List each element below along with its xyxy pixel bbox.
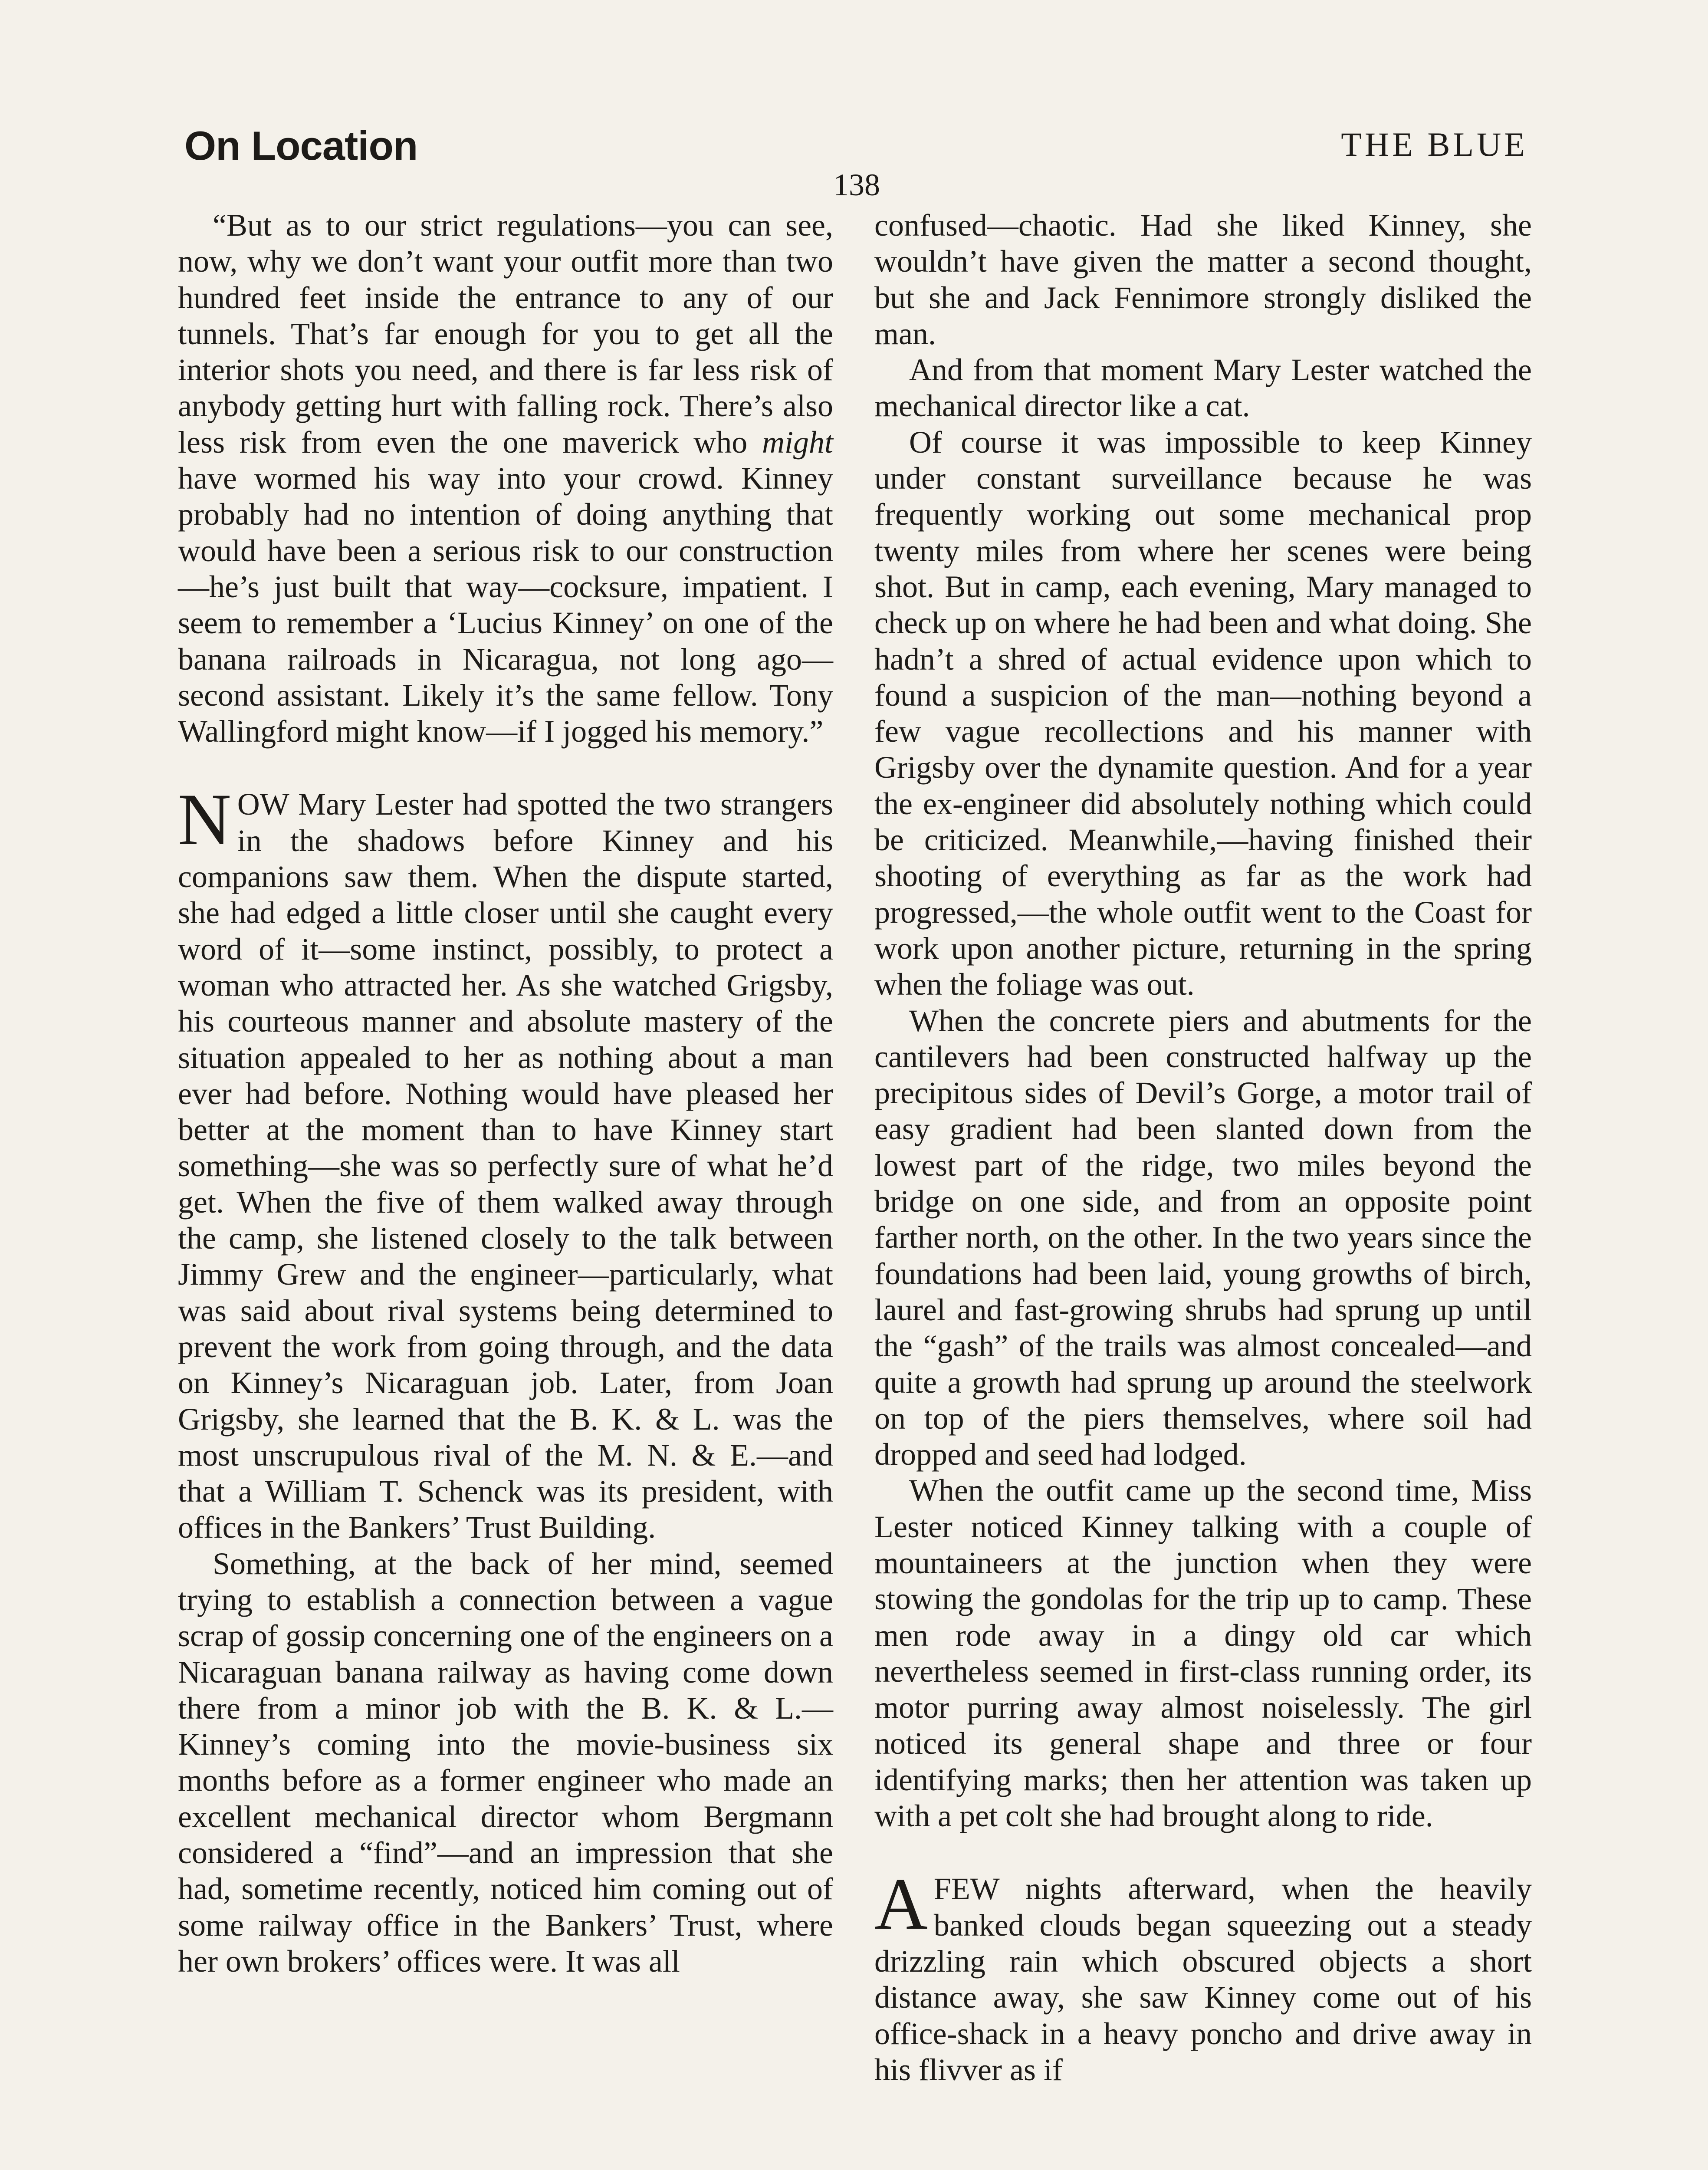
text-run: have wormed his way into your crowd. Kinney probably had no intention of doing anything that would have been a serious risk to our construction—he’s just built that way—cocksure, impatient. I seem to remember a ‘Lucius Kinney’ on one of the banana railroads in Nicaragua, not long ago—second assistant. Likely it’s the same fellow. Tony Wallingford might know—if I jogged his memory.” — [178, 461, 833, 749]
text-run: Mary Lester had spotted the two strangers in the shadows before Kinney and his companions saw them. When the dispute started, she had edged a little closer until she caught every word of it—some instinct, possibly, to protect a woman who attracted her. As she watched Grigsby, his courteous manner and absolute mastery of the situation appealed to her as nothing about a man ever had before. Nothing would have pleased her better at the moment than to have Kinney start something—she was so perfectly sure of what he’d get. When the five of them walked away through the camp, she listened closely to the talk between Jimmy Grew and the engineer—particularly, what was said about rival systems being determined to prevent the work from going through, and the data on Kinney’s Nicaraguan job. Later, from Joan Grigsby, she learned that the B. K. & L. was the most unscrupulous rival of the M. N. & E.—and that a William T. Schenck was its president, with offices in the Bankers’ Trust Building. — [178, 787, 833, 1545]
text-run: “But as to our strict regulations—you can see, now, why we don’t want your outfit more than two hundred feet inside the entrance to any of our tunnels. That’s far enough for you to get all the interior shots you need, and there is far less risk of anybody getting hurt with falling rock. There’s also less risk from even the one maverick who — [178, 208, 833, 460]
drop-cap: A — [874, 1863, 928, 1945]
paragraph — [874, 1863, 1532, 2088]
section-title: On Location — [184, 123, 418, 168]
small-caps-text: OW — [237, 787, 289, 822]
paragraph: confused—chaotic. Had she liked Kinney, she wouldn’t have given the matter a second thought, but she and Jack Fennimore strongly disliked the man. — [874, 208, 1532, 351]
left-column — [178, 207, 833, 1979]
paragraph: Of course it was impossible to keep Kinney under constant surveillance because he was frequently working out some mechanical prop twenty miles from where her scenes were being shot. But in camp, each evening, Mary managed to check up on where he had been and what doing. She hadn’t a shred of actual evidence upon which to found a suspicion of the man—nothing beyond a few vague recollections and his manner with Grigsby over the dynamite question. And for a year the ex-engineer did absolutely nothing which could be criticized. Meanwhile,—having finished their shooting of everything as far as the work had progressed,—the whole outfit went to the Coast for work upon another picture, returning in the spring when the foliage was out. — [874, 424, 1532, 1002]
paragraph: And from that moment Mary Lester watched the mechanical director like a cat. — [874, 352, 1532, 424]
paragraph: When the concrete piers and abutments for the cantilevers had been constructed halfway up the precipitous sides of Devil’s Gorge, a motor trail of easy gradient had been slanted down from the lowest part of the ridge, two miles beyond the bridge on one side, and from an opposite point farther north, on the other. In the two years since the foundations had been laid, young growths of birch, laurel and fast-growing shrubs had sprung up until the “gash” of the trails was almost concealed—and quite a growth had sprung up around the steelwork on top of the piers themselves, where soil had dropped and seed had lodged. — [874, 1003, 1532, 1472]
text-run: nights afterward, when the heavily banked clouds began squeezing out a steady drizzling rain which obscured objects a short distance away, she saw Kinney come out of his office-shack in a heavy poncho and drive away in his flivver as if — [874, 1871, 1532, 2087]
italic-text: might — [762, 424, 833, 460]
paragraph: Something, at the back of her mind, seemed trying to establish a connection between a vague scrap of gossip concerning one of the engineers on a Nicaraguan banana railway as having come down there from a minor job with the B. K. & L.—Kinney’s coming into the movie-business six months before as a former engineer who made an excellent mechanical director whom Bergmann considered a “find”—and an impression that she had, sometime recently, noticed him coming out of some railway office in the Bankers’ Trust, where her own brokers’ offices were. It was all — [178, 1546, 833, 1979]
magazine-title: THE BLUE — [1341, 125, 1528, 163]
drop-cap: N — [178, 779, 231, 861]
paragraph — [178, 207, 833, 750]
small-caps-text: FEW — [933, 1871, 999, 1907]
paragraph — [178, 779, 833, 1545]
paragraph: When the outfit came up the second time, Miss Lester noticed Kinney talking with a couple of mountaineers at the junction when they were stowing the gondolas for the trip up to camp. These men rode away in a dingy old car which nevertheless seemed in first-class running order, its motor purring away almost noiselessly. The girl noticed its general shape and three or four identifying marks; then her attention was taken up with a pet colt she had brought along to ride. — [874, 1473, 1532, 1834]
page-number: 138 — [833, 168, 880, 202]
right-column — [874, 207, 1532, 2088]
